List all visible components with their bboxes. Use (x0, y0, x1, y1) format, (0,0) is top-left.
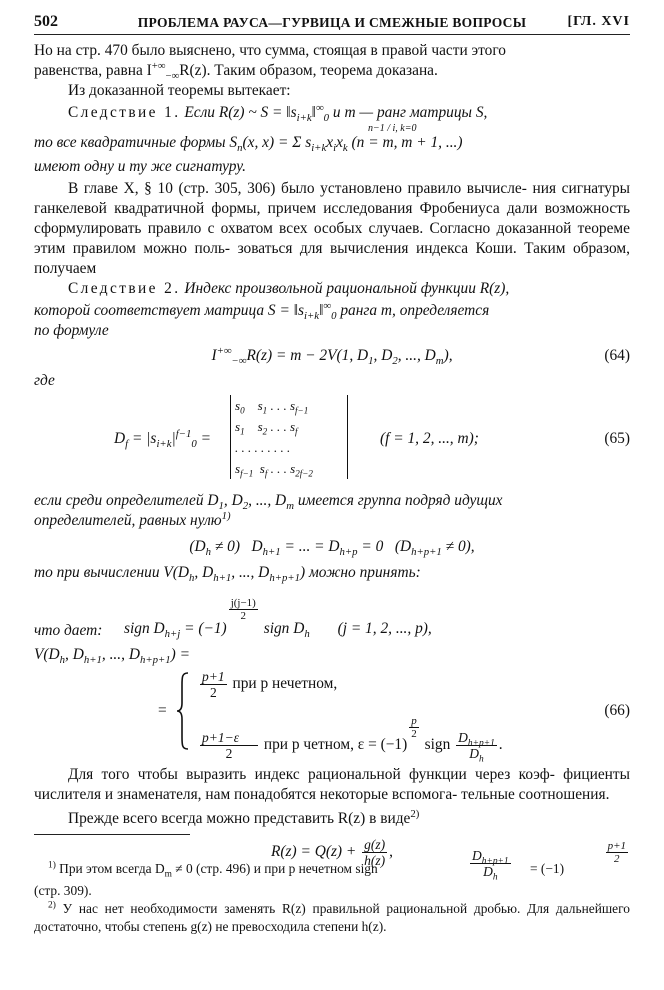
eq66-number: (66) (604, 702, 630, 719)
fn2-line: $^{2)}$ У нас нет необходимости заменять R(z) правильной рациональной дробью. (48, 900, 521, 916)
fn1-den: $D_h$ (483, 864, 498, 883)
cor1-line1 (34, 103, 630, 123)
cor1-line3 (34, 157, 630, 177)
p3-line: Фробениуса дали возможность сформулировать правило с охватом всех (34, 200, 630, 237)
case2-num: p+1−ε (200, 730, 258, 746)
eq-rz-lhs: R(z) = Q(z) + (270, 843, 357, 860)
case2-exp-den: 2 (411, 728, 417, 740)
paragraph-5 (34, 563, 630, 583)
sum-limits: n−1 / i, k=0 (368, 123, 417, 134)
paragraph-2: Из доказанной теоремы вытекает: (68, 82, 291, 99)
equation-condition (34, 531, 630, 563)
equation-64 (34, 341, 630, 371)
eq66-equals: = (158, 702, 167, 719)
p3-line: особых случаев. Согласно доказанной теореме этим правилом можно поль- (34, 220, 630, 257)
cor1-text3: имеют одну и ту же сигнатуру. (34, 158, 246, 175)
cor1-text2: то все квадратичные формы $S_n(x$, x) = Σ $s_{i+k}x_ix_k$ (n = m, m + 1, ...) (34, 134, 463, 155)
paragraph-1 (34, 41, 630, 81)
fn1-fraction (470, 848, 511, 883)
case2-ratio (456, 729, 497, 765)
p4-line1: если среди определителей $D_1$, $D_2$, ..., $D_m$ имеется группа подряд идущих (34, 492, 503, 513)
paragraph-4 (34, 491, 630, 531)
rz-den: h(z) (364, 852, 386, 868)
eq65-rhs: (f = 1, 2, ..., m); (380, 430, 479, 447)
eq64-number: (64) (604, 347, 630, 364)
fn1-exp-num: p+1 (607, 840, 626, 852)
rz-tail: , (389, 843, 394, 860)
fn1-tail: (стр. 309). (34, 883, 92, 898)
det-row: $s_1$ $s_2$ . . . $s_f$ (235, 419, 298, 437)
chapter-label: [ГЛ. XVI (567, 14, 630, 29)
case2-exp-num: p (411, 715, 417, 727)
paragraph-8: Прежде всего всегда можно представить R(z) в виде$^{2)}$ (68, 807, 420, 827)
eq-sign-rhs: sign $D_h$ (263, 620, 310, 641)
cor2-line1 (34, 279, 630, 299)
eq65-lhs: $D_f = |s_{i+k}|^{f-1}_0$ = (114, 427, 211, 451)
corollary-2 (34, 279, 630, 341)
fn1-num: $D_{h+p+1}$ (472, 848, 509, 867)
fn1-exp-den: 2 (614, 853, 620, 865)
eq66-lhs-line (34, 645, 630, 665)
equation-66 (34, 665, 630, 765)
eq-cond-formula: $(D_h \ne 0) D_{h+1}$ = ... = $D_{h+p} = 0$ $(D_{h+p+1} \ne 0)$, (189, 538, 475, 559)
case1-text: при p нечетном, (232, 675, 338, 693)
fn2-line: Для дальнейшего достаточно, чтобы степень g(z) не превосходила степени h(z). (34, 901, 630, 934)
eq65-number: (65) (604, 430, 630, 447)
eq-sign-cond: (j = 1, 2, ..., p), (337, 620, 432, 637)
cor2-label: Следствие 2. (68, 280, 181, 297)
cor2-text2: которой соответствует матрица $S = ‖s_{i+k}‖^\infty_0$ ранга m, определяется (34, 299, 490, 323)
p3-line: ния сигнатуры ганкелевой квадратичной формы, причем исследования (34, 180, 630, 217)
header-rule (34, 34, 630, 35)
fn1-text: $^{1)}$ При этом всегда $D_m \ne 0$ (стр. 496) и при p нечетном sign (48, 860, 378, 880)
p4-line2: определителей, равных нулю$^{1)}$ (34, 509, 231, 529)
p7-line: фициенты числителя и знаменателя, нам понадобятся некоторые вспомога- (34, 766, 630, 803)
eq64-formula: $I^{+\infty}_{-\infty}R(z) = m - 2V(1$, $D_1$, $D_2$, ..., $D_m$), (211, 344, 453, 368)
eq66-case-2: $\frac{p+1-\varepsilon}{2}$ при p четном, ε = (−1) $\frac{p}{2}$ sign $\frac{D_{h+p+1}}{D_h}$ . (202, 715, 503, 765)
case2-fraction (200, 730, 258, 761)
running-title: ПРОБЛЕМА РАУСА—ГУРВИЦА И СМЕЖНЫЕ ВОПРОСЫ (137, 15, 527, 30)
case1-fraction (200, 669, 227, 700)
case2-text: при p четном, ε = (−1) (263, 736, 408, 753)
rz-num: g(z) (364, 836, 386, 852)
footnote-2 (34, 900, 630, 936)
case2-sign: sign (424, 736, 451, 753)
eq-sign-exponent (229, 597, 258, 622)
det-row: $s_{f-1}$ $s_f$ . . . $s_{2f-2}$ (235, 461, 313, 479)
det-row: . . . . . . . . . (235, 440, 291, 455)
case2-exponent (409, 715, 419, 740)
p3-line: В главе X, § 10 (стр. 305, 306) было установлено правило вычисле- (68, 180, 527, 197)
cor1-label: Следствие 1. (68, 104, 181, 121)
eq66-case-1 (198, 669, 337, 700)
p3-line: зоваться для вычисления индекса Коши. Таким образом, получаем (34, 240, 630, 277)
where-label (34, 371, 630, 391)
ratio-num: $D_{h+p+1}$ (458, 729, 495, 749)
cor1-line2 (34, 123, 630, 155)
exp-den: 2 (240, 610, 247, 622)
det-row: $s_0$ $s_1$ . . . $s_{f-1}$ (235, 398, 309, 416)
paragraph-3 (34, 179, 630, 279)
case1-num: p+1 (202, 669, 225, 684)
corollary-1 (34, 103, 630, 177)
case1-den: 2 (209, 685, 217, 700)
footnotes (34, 840, 630, 936)
determinant-matrix (230, 395, 348, 479)
cor2-line3 (34, 321, 630, 341)
fn1-rhs: = (−1) (530, 861, 565, 876)
where-text: где (34, 372, 55, 389)
cor2-text3: по формуле (34, 322, 109, 339)
cor2-text1: Индекс произвольной рациональной функции R(z), (184, 280, 510, 297)
equation-65 (34, 395, 630, 487)
fn1-exponent (606, 840, 628, 865)
page-number: 502 (34, 13, 58, 30)
p7-line: Для того чтобы выразить индекс рациональной функции через коэф- (68, 766, 555, 783)
paragraph-7 (34, 765, 630, 805)
cor2-line2 (34, 301, 630, 321)
p1-line1: Но на стр. 470 было выяснено, что сумма, стоящая в правой части этого (34, 42, 506, 59)
left-brace-icon (176, 671, 190, 751)
p7-line: тельные соотношения. (461, 786, 610, 803)
eq-sign-lhs: sign $D_{h+j} = (-1)$ (124, 620, 227, 641)
p1-line2: равенства, равна $I^{+\infty}_{-\infty}R(z)$. Таким образом, теорема доказана. (34, 59, 438, 83)
footnote-rule (34, 834, 190, 835)
running-header (34, 12, 630, 34)
exp-num: j(j−1) (230, 597, 256, 609)
eq66-lhs: $V(D_h$, $D_{h+1}$, ..., $D_{h+p+1}$) = (34, 646, 190, 667)
ratio-den: $D_h$ (469, 745, 484, 765)
p5-text: то при вычислении $V(D_h$, $D_{h+1}$, ..., $D_{h+p+1}$) можно принять: (34, 564, 421, 585)
cor1-text1: Если R(z) ~ $S = ‖s_{i+k}‖^\infty_0$ и m — ранг матрицы S, (184, 101, 488, 125)
p6-text: что дает: (34, 622, 103, 639)
case2-den: 2 (225, 745, 233, 761)
